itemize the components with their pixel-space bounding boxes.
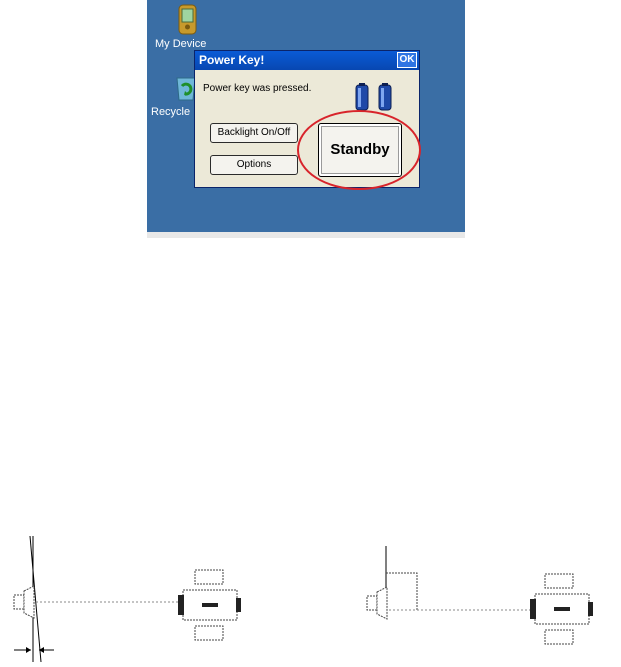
offset-bracket	[386, 573, 417, 610]
pda-icon	[177, 4, 199, 36]
sensor-icon	[14, 586, 34, 618]
backlight-toggle-button[interactable]: Backlight On/Off	[210, 123, 298, 143]
ok-button[interactable]: OK	[397, 52, 417, 68]
battery-icon	[353, 82, 397, 112]
device-screen	[147, 0, 465, 238]
desktop-icon-label: My Device	[155, 38, 207, 50]
alignment-diagram-offset	[355, 540, 621, 667]
options-button[interactable]: Options	[210, 155, 298, 175]
alignment-diagram-tilted	[0, 528, 260, 667]
sensor-icon	[367, 587, 387, 619]
screen-bottom-strip	[147, 232, 465, 238]
standby-highlight-ellipse	[297, 110, 421, 190]
dialog-message: Power key was pressed.	[203, 83, 312, 94]
standby-button[interactable]: Standby	[318, 123, 402, 177]
printer-icon	[178, 570, 241, 640]
dialog-titlebar	[195, 51, 419, 70]
desktop-icon-label: Recycle	[151, 106, 191, 118]
dialog-title: Power Key!	[199, 53, 265, 67]
printer-icon	[530, 574, 593, 644]
